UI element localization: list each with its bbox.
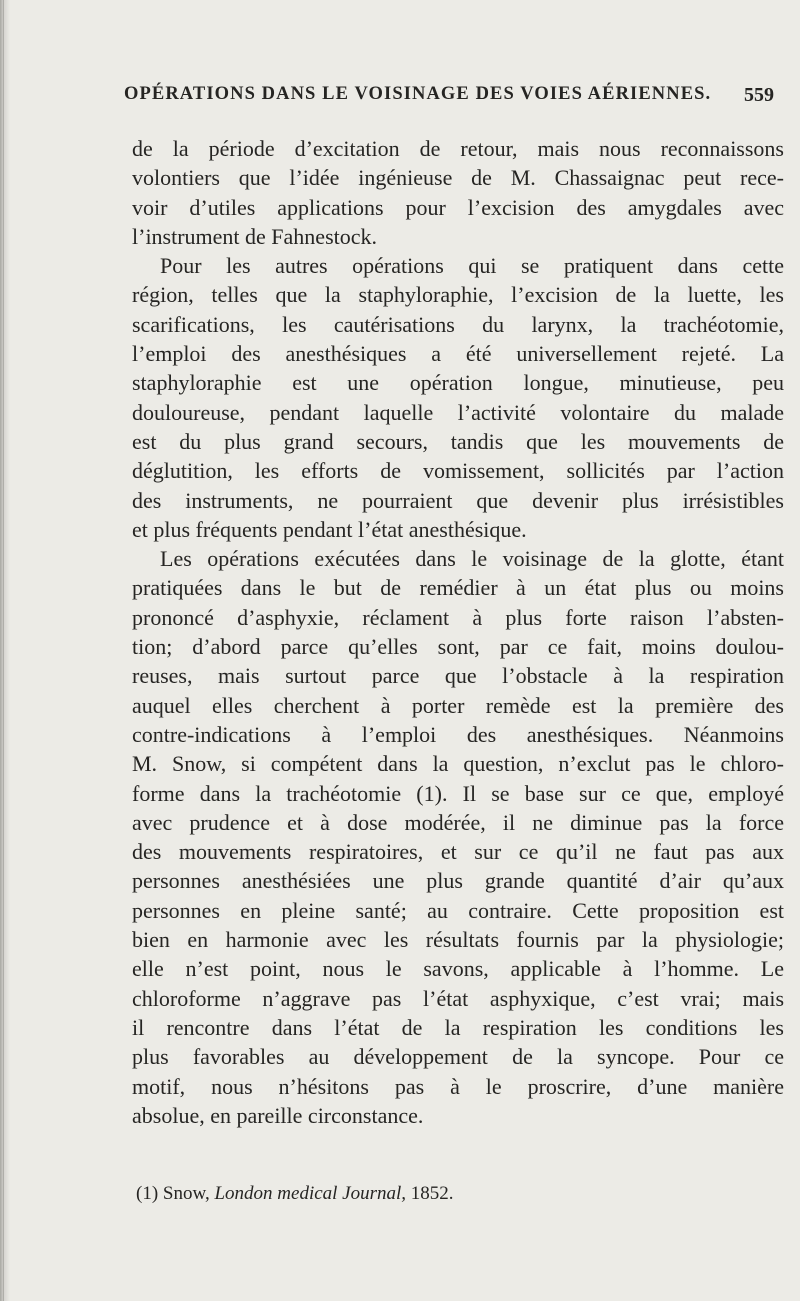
- text-line: M. Snow, si compétent dans la question, n’exclut pas le chloro-: [132, 751, 784, 777]
- text-line: voir d’utiles applications pour l’excision des amygdales avec: [132, 194, 784, 220]
- text-line: personnes en pleine santé; au contraire. Cette proposition est: [132, 897, 784, 923]
- running-head: OPÉRATIONS DANS LE VOISINAGE DES VOIES AÉRIENNES.: [124, 84, 712, 104]
- text-line: volontiers que l’idée ingénieuse de M. Chassaignac peut rece-: [132, 165, 784, 191]
- text-line: de la période d’excitation de retour, mais nous reconnaissons: [132, 136, 784, 161]
- text-line: tion; d’abord parce qu’elles sont, par ce fait, moins doulou-: [132, 634, 784, 660]
- page-binding-line: [3, 0, 4, 1301]
- text-line: personnes anesthésiées une plus grande quantité d’air qu’aux: [132, 868, 784, 894]
- text-line: bien en harmonie avec les résultats fournis par la physiologie;: [132, 927, 784, 953]
- text-line: prononcé d’asphyxie, réclament à plus forte raison l’absten-: [132, 604, 784, 630]
- text-line: des mouvements respiratoires, et sur ce qu’il ne faut pas aux: [132, 839, 784, 865]
- footnote: [136, 1181, 776, 1207]
- text-line: région, telles que la staphyloraphie, l’excision de la luette, les: [132, 282, 784, 308]
- text-line: déglutition, les efforts de vomissement, sollicités par l’action: [132, 458, 784, 484]
- text-line: douloureuse, pendant laquelle l’activité volontaire du malade: [132, 399, 784, 425]
- text-line: pratiquées dans le but de remédier à un état plus ou moins: [132, 575, 784, 601]
- footnote-journal: London medical Journal,: [214, 1183, 407, 1204]
- text-line: auquel elles cherchent à porter remède est la première des: [132, 692, 784, 718]
- text-line: est du plus grand secours, tandis que les mouvements de: [132, 428, 784, 454]
- page-header: [124, 84, 774, 118]
- text-line: chloroforme n’aggrave pas l’état asphyxique, c’est vrai; mais: [132, 985, 784, 1011]
- text-line: motif, nous n’hésitons pas à le proscrire, d’une manière: [132, 1073, 784, 1099]
- page-number: 559: [744, 84, 774, 106]
- page-binding-edge: [0, 0, 10, 1301]
- text-line: et plus fréquents pendant l’état anesthésique.: [132, 516, 527, 542]
- footnote-year: 1852.: [410, 1183, 454, 1204]
- text-line: absolue, en pareille circonstance.: [132, 1102, 424, 1128]
- paragraph-start-line: Pour les autres opérations qui se pratiquent dans cette: [160, 253, 784, 279]
- text-line: staphyloraphie est une opération longue, minutieuse, peu: [132, 370, 784, 396]
- text-line: contre-indications à l’emploi des anesthésiques. Néanmoins: [132, 721, 784, 747]
- text-line: l’instrument de Fahnestock.: [132, 223, 378, 249]
- text-line: elle n’est point, nous le savons, applicable à l’homme. Le: [132, 956, 784, 982]
- text-line: avec prudence et à dose modérée, il ne diminue pas la force: [132, 809, 784, 835]
- text-line: plus favorables au développement de la syncope. Pour ce: [132, 1044, 784, 1070]
- paragraph-start-line: Les opérations exécutées dans le voisinage de la glotte, étant: [160, 546, 784, 572]
- text-line: l’emploi des anesthésiques a été universellement rejeté. La: [132, 341, 784, 367]
- text-line: reuses, mais surtout parce que l’obstacle à la respiration: [132, 663, 784, 689]
- text-line: forme dans la trachéotomie (1). Il se base sur ce que, employé: [132, 780, 784, 806]
- text-line: scarifications, les cautérisations du larynx, la trachéotomie,: [132, 311, 784, 337]
- text-line: des instruments, ne pourraient que devenir plus irrésistibles: [132, 487, 784, 513]
- footnote-marker: (1): [136, 1183, 159, 1204]
- text-line: il rencontre dans l’état de la respiration les conditions les: [132, 1014, 784, 1040]
- body-text: [132, 134, 784, 1130]
- footnote-author: Snow,: [162, 1183, 210, 1204]
